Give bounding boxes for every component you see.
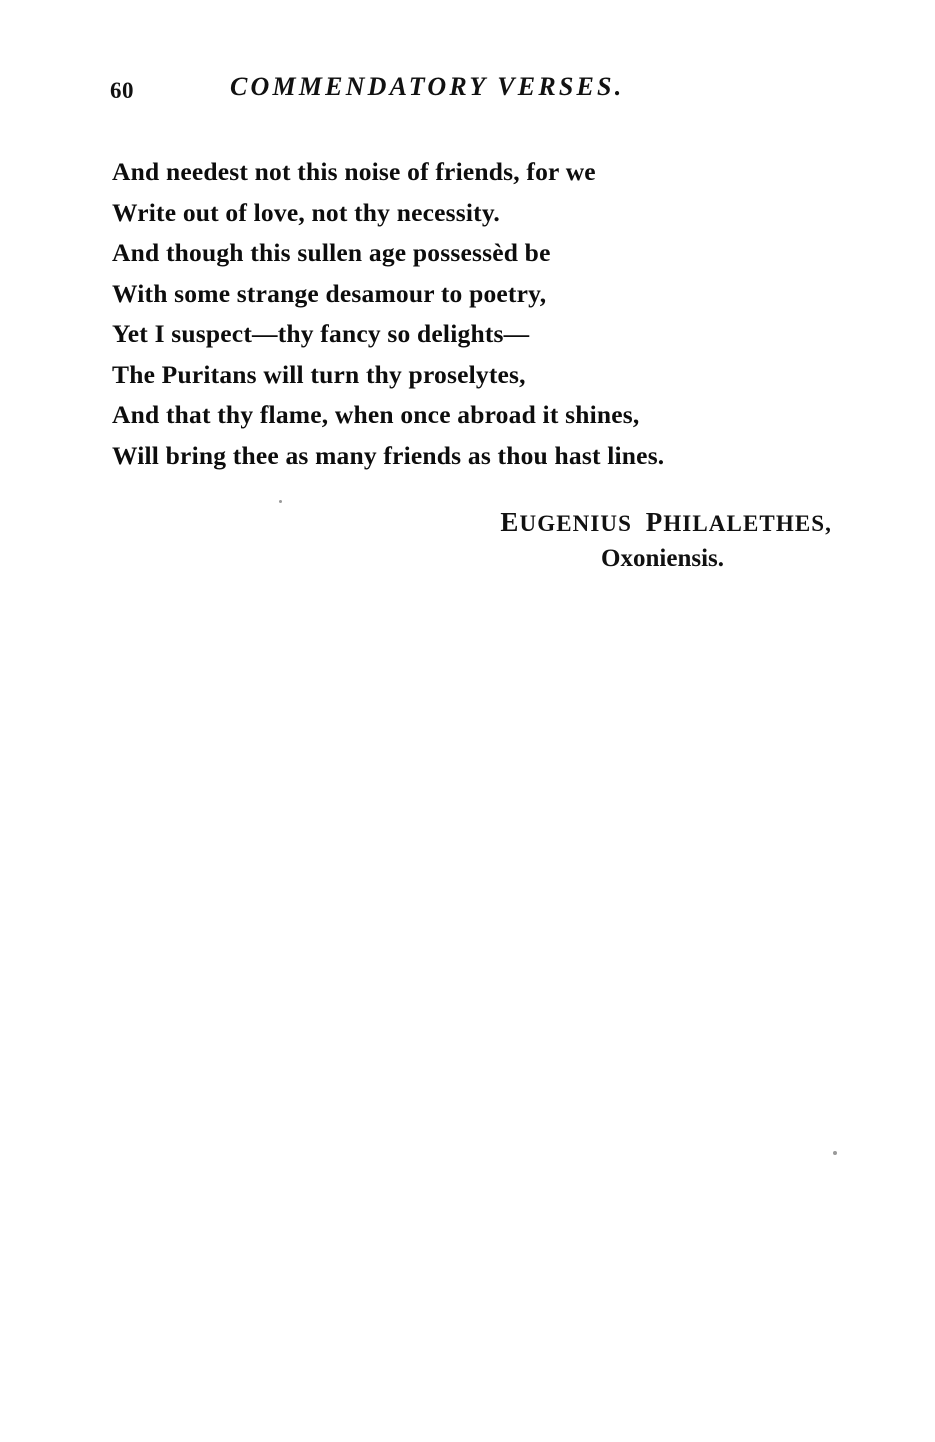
poem-line: And though this sullen age possessèd be (112, 238, 551, 267)
author-name-initial-first: E (500, 507, 520, 537)
poem-line: The Puritans will turn thy proselytes, (112, 359, 526, 389)
paper-speck (833, 1151, 837, 1155)
poem-line: With some strange desamour to poetry, (112, 278, 547, 308)
author-affiliation: Oxoniensis. (601, 545, 724, 572)
page-header (110, 72, 830, 112)
author-signature (112, 505, 832, 577)
author-name-initial-last: P (645, 507, 664, 537)
author-name-last: HILALETHES, (663, 511, 832, 536)
poem-line: Will bring thee as many friends as thou hast lines. (112, 440, 665, 470)
paper-speck (279, 500, 282, 503)
poem-line: Yet I suspect—thy fancy so delights— (112, 319, 530, 348)
running-title: COMMENDATORY VERSES. (230, 72, 625, 101)
poem-line: And needest not this noise of friends, for we (112, 157, 596, 186)
author-name (112, 505, 832, 541)
page-number: 60 (110, 78, 134, 103)
author-name-first: UGENIUS (519, 511, 633, 536)
poem-line: And that thy flame, when once abroad it shines, (112, 400, 640, 429)
poem-line: Write out of love, not thy necessity. (112, 197, 500, 227)
poem-body (112, 152, 872, 476)
